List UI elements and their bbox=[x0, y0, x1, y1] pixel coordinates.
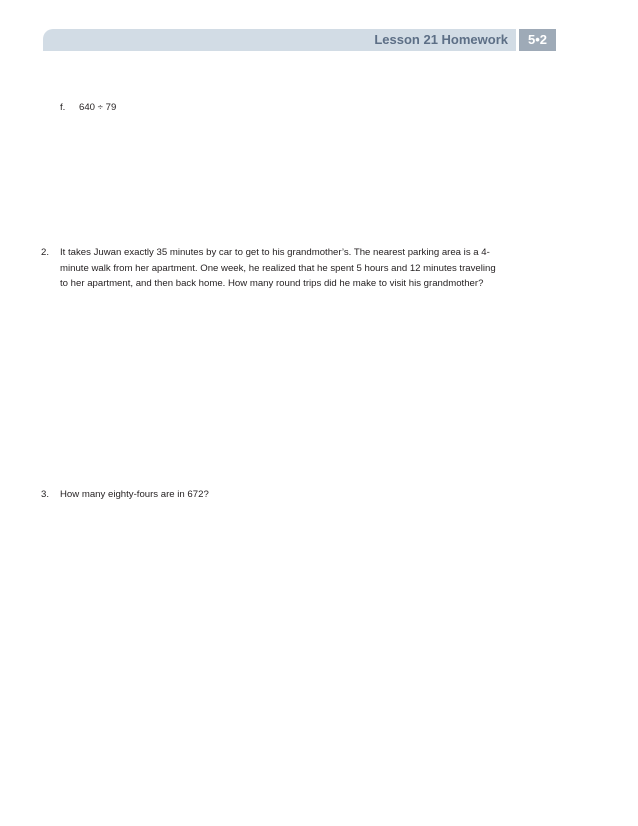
problem-label: f. bbox=[60, 102, 66, 113]
problem-part-f bbox=[60, 100, 180, 116]
grade-module-badge: 5•2 bbox=[519, 29, 556, 51]
problem-text bbox=[60, 245, 496, 292]
problem-text-line: to her apartment, and then back home. How many round trips did he make to visit his grandmother? bbox=[60, 278, 484, 289]
problem-text-line: minute walk from her apartment. One week, he realized that he spent 5 hours and 12 minutes traveling bbox=[60, 262, 496, 274]
problem-text-line: It takes Juwan exactly 35 minutes by car to get to his grandmother’s. The nearest parking area is a 4- bbox=[60, 247, 490, 258]
problem-number: 2. bbox=[41, 247, 50, 258]
problem-number: 3. bbox=[41, 489, 50, 500]
problem-text: How many eighty-fours are in 672? bbox=[60, 489, 209, 500]
problem-expression: 640 ÷ 79 bbox=[79, 102, 117, 113]
lesson-title: Lesson 21 Homework bbox=[374, 32, 508, 47]
problem-2 bbox=[41, 245, 571, 293]
header-bar bbox=[43, 29, 516, 51]
problem-3 bbox=[41, 487, 341, 503]
